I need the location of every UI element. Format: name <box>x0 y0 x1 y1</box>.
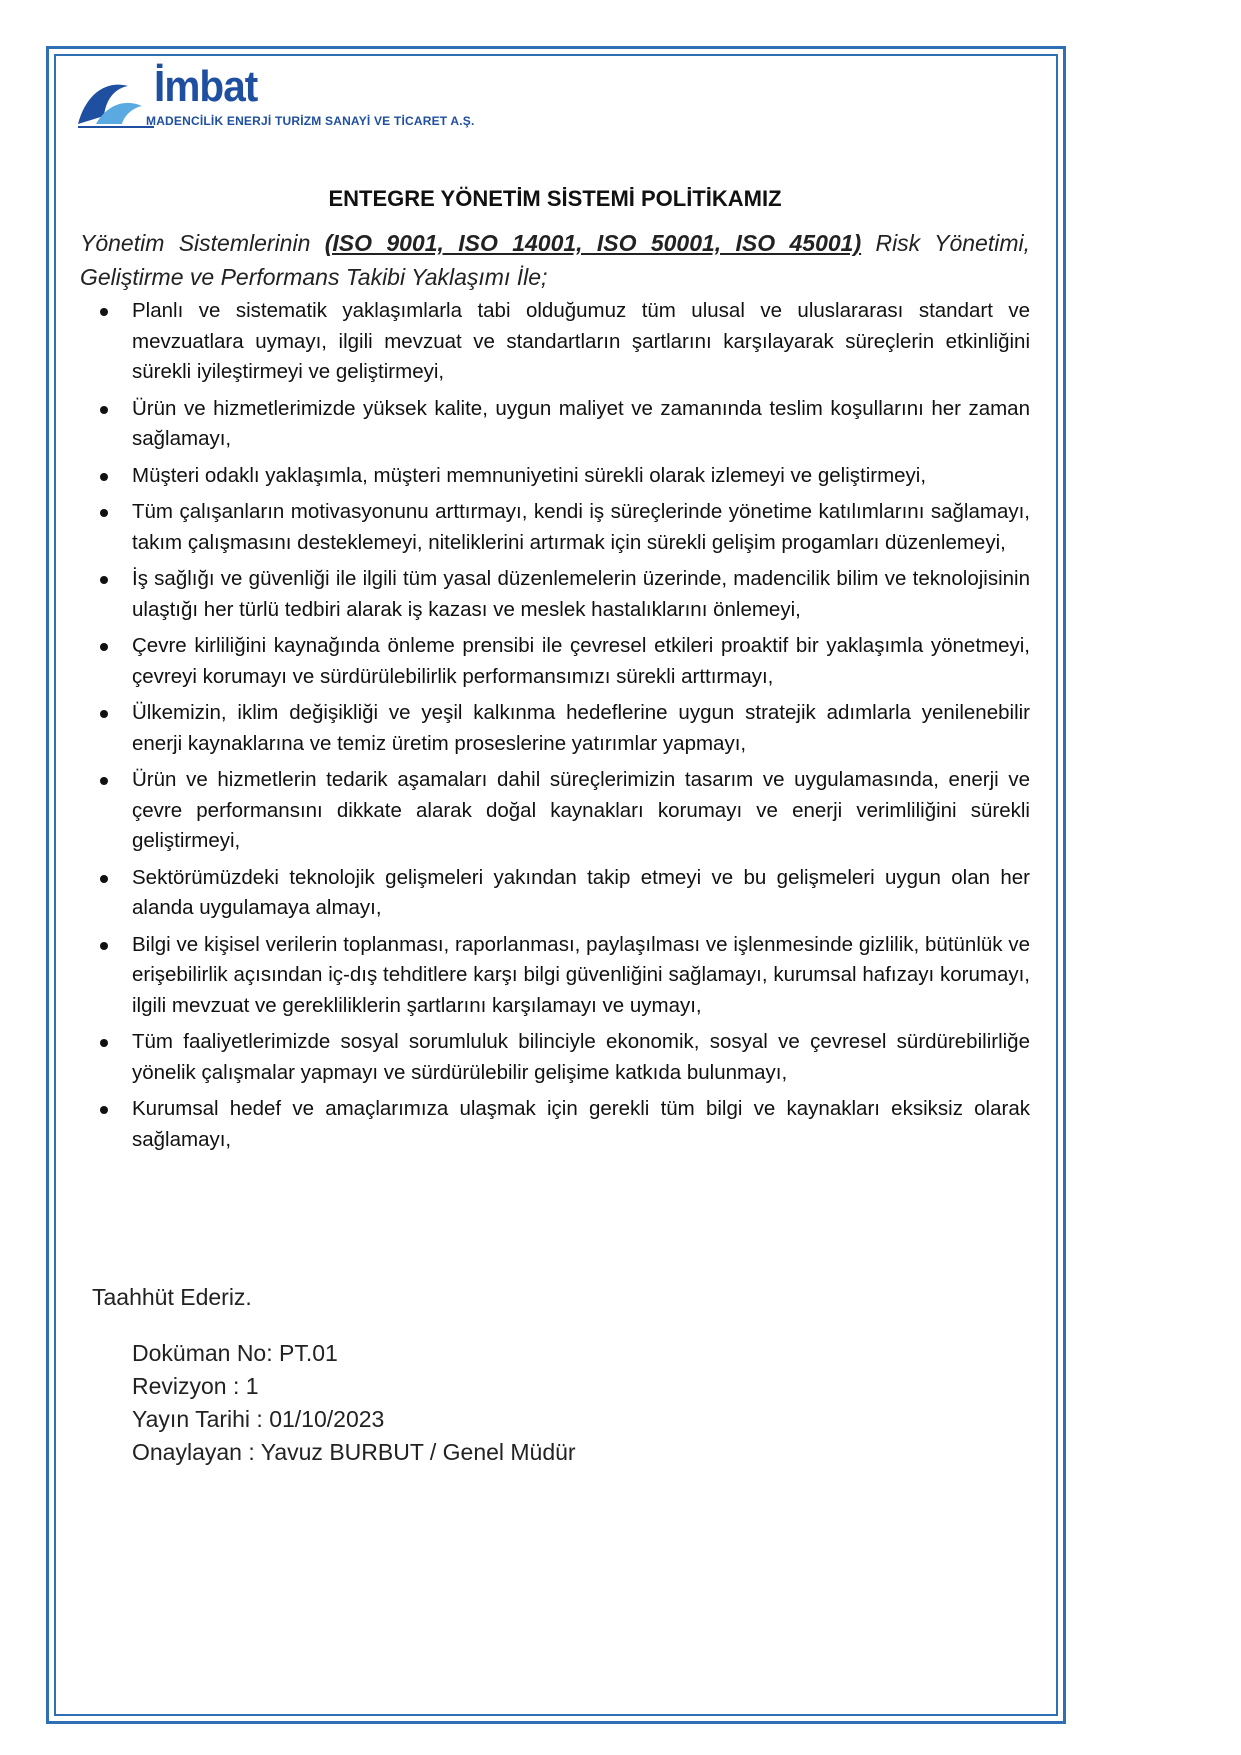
list-item-text: Planlı ve sistematik yaklaşımlarla tabi olduğumuz tüm ulusal ve uluslararası standart ve mevzuatlara uymayı, ilgili mevzuat ve standartların şartlarını karşılayarak süreçlerin etkinliğini sürekli iyileştirmeyi ve geliştirmeyi, <box>132 299 1030 383</box>
bullet-icon <box>100 1039 108 1047</box>
policy-list <box>80 296 1030 1155</box>
intro-lead: Yönetim Sistemlerinin <box>80 230 325 256</box>
bullet-icon <box>100 509 108 517</box>
bullet-icon <box>100 576 108 584</box>
company-logo <box>76 64 546 144</box>
list-item-text: Tüm faaliyetlerimizde sosyal sorumluluk bilinciyle ekonomik, sosyal ve çevresel sürdürebilirliğe yönelik çalışmalar yapmayı ve sürdürülebilir gelişime katkıda bulunmayı, <box>132 1030 1030 1084</box>
bullet-icon <box>100 942 108 950</box>
list-item <box>80 394 1030 455</box>
document-meta <box>132 1337 992 1469</box>
document-number: Doküman No: PT.01 <box>132 1340 338 1366</box>
list-item-text: İş sağlığı ve güvenliği ile ilgili tüm yasal düzenlemelerin üzerinde, madencilik bilim ve teknolojisinin ulaştığı her türlü tedbiri alarak iş kazası ve meslek hastalıklarını önlemeyi, <box>132 567 1030 621</box>
list-item <box>80 1094 1030 1155</box>
list-item <box>80 930 1030 1022</box>
bullet-icon <box>100 473 108 481</box>
company-full-name: MADENCİLİK ENERJİ TURİZM SANAYİ VE TİCARET A.Ş. <box>146 114 475 128</box>
list-item-text: Ülkemizin, iklim değişikliği ve yeşil kalkınma hedeflerine uygun stratejik adımlarla yenilenebilir enerji kaynaklarına ve temiz üretim proseslerine yatırımlar yapmayı, <box>132 701 1030 755</box>
list-item-text: Sektörümüzdeki teknolojik gelişmeleri yakından takip etmeyi ve bu gelişmeleri uygun olan her alanda uygulamaya almayı, <box>132 865 1030 919</box>
list-item <box>80 631 1030 692</box>
logo-wordmark: İmbat <box>154 62 258 111</box>
intro-standards: (ISO 9001, ISO 14001, ISO 50001, ISO 45001) <box>324 230 862 256</box>
bullet-icon <box>100 710 108 718</box>
list-item <box>80 564 1030 625</box>
page-title: ENTEGRE YÖNETİM SİSTEMİ POLİTİKAMIZ <box>328 186 782 211</box>
revision-number: Revizyon : 1 <box>132 1373 259 1399</box>
bullet-icon <box>100 643 108 651</box>
list-item-text: Müşteri odaklı yaklaşımla, müşteri memnuniyetini sürekli olarak izlemeyi ve geliştirmeyi, <box>132 463 927 487</box>
list-item <box>80 497 1030 558</box>
bullet-icon <box>100 777 108 785</box>
bullet-icon <box>100 308 108 316</box>
list-item-text: Ürün ve hizmetlerimizde yüksek kalite, uygun maliyet ve zamanında teslim koşullarını her zaman sağlamayı, <box>132 396 1030 450</box>
bullet-icon <box>100 1106 108 1114</box>
list-item-text: Bilgi ve kişisel verilerin toplanması, raporlanması, paylaşılması ve işlenmesinde gizlilik, bütünlük ve erişebilirlik açısından iç-dış tehditlere karşı bilgi güvenliğini sağlamayı, kurumsal hafızayı korumayı, ilgili mevzuat ve gerekliliklerin şartlarını karşılamayı ve uymayı, <box>132 932 1030 1017</box>
list-item <box>80 296 1030 388</box>
closing-block <box>92 1284 992 1469</box>
list-item <box>80 698 1030 759</box>
list-item-text: Kurumsal hedef ve amaçlarımıza ulaşmak için gerekli tüm bilgi ve kaynakları eksiksiz olarak sağlamayı, <box>132 1097 1030 1151</box>
intro-tail: Risk Yönetimi, Geliştirme ve Performans Takibi Yaklaşımı İle; <box>80 230 1030 290</box>
list-item <box>80 461 1030 492</box>
wave-logo-icon <box>76 76 156 128</box>
list-item-text: Ürün ve hizmetlerin tedarik aşamaları dahil süreçlerimizin tasarım ve uygulamasında, enerji ve çevre performansını dikkate alarak doğal kaynakları korumayı ve enerji verimliliğini sürekli geliştirmeyi, <box>132 768 1030 852</box>
list-item <box>80 863 1030 924</box>
list-item-text: Tüm çalışanların motivasyonunu arttırmayı, kendi iş süreçlerinde yönetime katılımlarını sağlamayı, takım çalışmasını desteklemeyi, niteliklerini artırmak için sürekli gelişim progamları düzenlemeyi, <box>132 500 1030 554</box>
publish-date: Yayın Tarihi : 01/10/2023 <box>132 1406 385 1432</box>
approved-by: Onaylayan : Yavuz BURBUT / Genel Müdür <box>132 1439 576 1465</box>
bullet-icon <box>100 406 108 414</box>
list-item <box>80 1027 1030 1088</box>
policy-intro <box>80 226 1030 294</box>
bullet-icon <box>100 875 108 883</box>
policy-content <box>80 186 1030 1161</box>
commitment-statement: Taahhüt Ederiz. <box>92 1284 252 1310</box>
list-item <box>80 765 1030 857</box>
list-item-text: Çevre kirliliğini kaynağında önleme prensibi ile çevresel etkileri proaktif bir yaklaşımla yönetmeyi, çevreyi korumayı ve sürdürülebilirlik performansımızı sürekli arttırmayı, <box>132 634 1030 688</box>
